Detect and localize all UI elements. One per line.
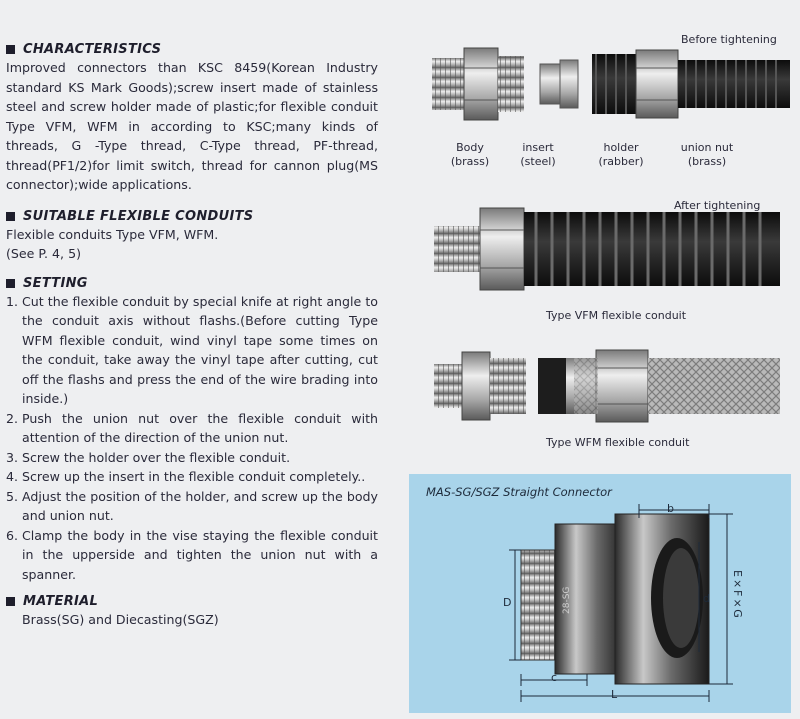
connector-stamp: 28-SG [562, 586, 572, 614]
holder-part [592, 54, 636, 114]
before-tightening-caption: Before tightening [681, 33, 777, 46]
figure-column [400, 0, 800, 719]
dim-c-label: c [551, 671, 558, 684]
insert-part [540, 60, 578, 108]
characteristics-section [6, 42, 378, 195]
body-part [432, 48, 524, 120]
suitable-line-2: (See P. 4, 5) [6, 246, 81, 261]
part-label-holder: holder (rabber) [598, 141, 644, 168]
square-bullet-icon [6, 212, 15, 221]
setting-section [6, 276, 378, 585]
square-bullet-icon [6, 45, 15, 54]
after-tightening-caption: After tightening [674, 199, 761, 212]
part-label-insert: insert (steel) [520, 141, 556, 168]
part-label-body: Body (brass) [450, 141, 490, 168]
part-label-union-nut: union nut (brass) [680, 141, 734, 168]
dim-L-label: L [611, 688, 618, 701]
dim-b-label: b [667, 502, 674, 515]
vfm-caption: Type VFM flexible conduit [546, 309, 687, 322]
setting-step: 5. Adjust the position of the holder, and screw up the body and union nut. [6, 488, 378, 523]
material-section [6, 594, 378, 630]
connector-panel [409, 474, 791, 713]
dim-D-label: D [503, 596, 512, 609]
material-heading: MATERIAL [6, 594, 378, 609]
wfm-caption: Type WFM flexible conduit [546, 436, 690, 449]
setting-step: 4. Screw up the insert in the flexible conduit completely.. [6, 469, 366, 484]
suitable-heading: SUITABLE FLEXIBLE CONDUITS [6, 209, 378, 224]
square-bullet-icon [6, 597, 15, 606]
text-column [6, 42, 378, 640]
union-nut-part [636, 50, 678, 118]
suitable-section [6, 209, 378, 264]
dim-efg-label: E×F×G [731, 570, 744, 618]
setting-step: 3. Screw the holder over the flexible conduit. [6, 449, 291, 465]
setting-heading: SETTING [6, 276, 378, 291]
exploded-parts-figure [420, 38, 790, 130]
characteristics-heading: CHARACTERISTICS [6, 42, 378, 57]
wfm-conduit-figure [428, 344, 780, 428]
vfm-conduit-figure [428, 204, 780, 294]
characteristics-text: Improved connectors than KSC 8459(Korean Industry standard KS Mark Goods);screw insert made of stainless steel and screw holder made of plastic;for flexible conduit Type VFM, WFM in according to KSC;many kinds of threads, G -Type thread, C-Type thread, PF-thread, thread(PF1/2)for limit switch, thread for cannon plug(MS connector);wide applications. [6, 60, 378, 192]
material-text: Brass(SG) and Diecasting(SGZ) [22, 612, 219, 627]
setting-steps [6, 292, 378, 585]
setting-step: 2. Push the union nut over the flexible conduit with attention of the direction of the union nut. [6, 410, 378, 445]
suitable-line-1: Flexible conduits Type VFM, WFM. [6, 226, 219, 242]
conduit-part [678, 60, 790, 108]
setting-step: 6. Clamp the body in the vise staying the flexible conduit in the upperside and tighten the union nut with a spanner. [6, 527, 378, 582]
square-bullet-icon [6, 279, 15, 288]
setting-step: 1. Cut the flexible conduit by special knife at right angle to the conduit axis without flashs.(Before cutting Type WFM flexible conduit, wind vinyl tape some times on the conduit, take away the vinyl tape after cutting, cut off the flashs and press the end of the wire brading into inside.) [6, 293, 378, 406]
dim-d-label: d [703, 592, 710, 605]
connector-title: MAS-SG/SGZ Straight Connector [426, 485, 612, 499]
